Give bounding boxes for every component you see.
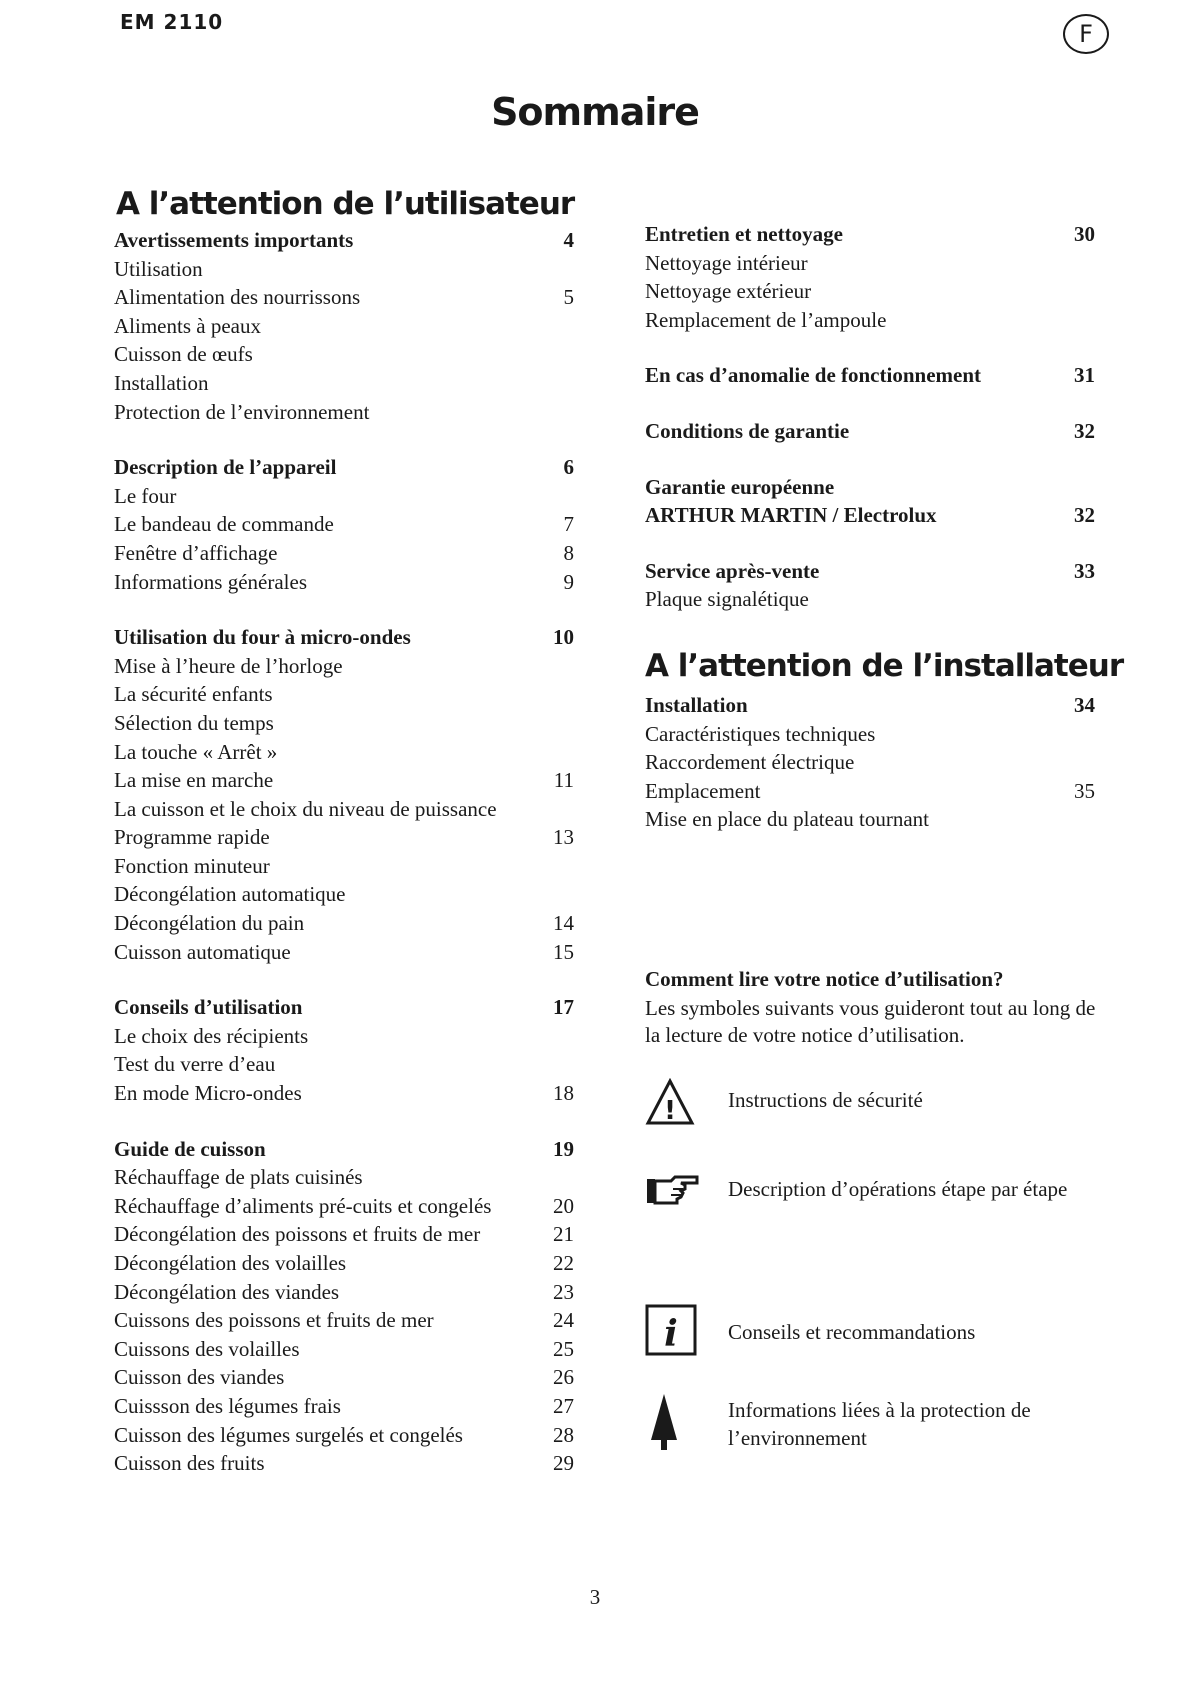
toc-entry-label: Garantie européenne [645,474,835,499]
toc-entry-page: 33 [1074,558,1095,583]
toc-heading[interactable] [114,1135,594,1164]
symbol-steps-text: Description d’opérations étape par étape [728,1177,1068,1201]
toc-entry-label: Cuissons des volailles [114,1336,300,1361]
toc-entry-page: 32 [1074,503,1095,528]
symbol-advice-text: Conseils et recommandations [728,1320,976,1344]
toc-entry[interactable] [114,1192,594,1221]
toc-entry[interactable] [114,398,594,427]
toc-entry[interactable] [114,766,594,795]
toc-entry[interactable] [114,1392,594,1421]
toc-heading[interactable] [645,473,1115,502]
toc-entry-label: Cuissson des légumes frais [114,1393,341,1418]
page-title: Sommaire [491,90,699,134]
toc-entry[interactable] [645,277,1115,306]
toc-heading[interactable] [114,993,594,1022]
toc-entry-label: Mise à l’heure de l’horloge [114,653,343,678]
reading-question: Comment lire votre notice d’utilisation? [645,967,1004,991]
toc-entry-page: 25 [553,1336,574,1361]
toc-entry-label: Informations générales [114,569,308,594]
toc-entry-label: Décongélation des poissons et fruits de mer [114,1222,481,1247]
toc-entry[interactable] [114,369,594,398]
toc-entry-label: Décongélation des volailles [114,1251,347,1275]
toc-entry-label: Cuisson de œufs [114,342,253,367]
toc-entry-label: Test du verre d’eau [114,1052,276,1077]
toc-spacer [645,334,1115,361]
toc-entry-label: Plaque signalétique [645,587,809,612]
toc-entry-label: Protection de l’environnement [114,399,370,424]
tree-icon [649,1392,679,1459]
toc-entry[interactable] [114,680,594,709]
toc-entry[interactable] [114,1363,594,1392]
toc-entry-label: Description de l’appareil [114,455,337,480]
toc-entry-label: La touche « Arrêt » [114,739,278,764]
toc-entry[interactable] [114,1306,594,1335]
toc-entry[interactable] [114,1449,594,1478]
toc-entry-label: Entretien et nettoyage [645,222,843,246]
toc-spacer [645,446,1115,473]
page-number: 3 [589,1585,601,1609]
toc-entry-label: ARTHUR MARTIN / Electrolux [645,503,937,528]
toc-entry[interactable] [114,283,594,312]
toc-entry[interactable] [114,1335,594,1364]
toc-entry-label: Fonction minuteur [114,853,270,878]
toc-entry-page: 31 [1074,363,1095,388]
toc-entry[interactable] [645,805,1115,834]
toc-entry[interactable] [114,909,594,938]
toc-entry-page: 35 [1074,778,1095,803]
toc-entry-label: La sécurité enfants [114,682,273,707]
toc-spacer [114,966,594,993]
toc-entry-page: 18 [553,1081,574,1106]
toc-entry-label: Sélection du temps [114,710,274,735]
toc-spacer [645,390,1115,417]
toc-entry-label: La cuisson et le choix du niveau de puissance [114,796,497,821]
toc-entry-page: 9 [563,569,574,594]
toc-entry-label: Le bandeau de commande [114,512,334,537]
toc-entry-page: 30 [1074,222,1095,246]
toc-entry-label: Cuissons des poissons et fruits de mer [114,1308,434,1333]
toc-spacer [114,426,594,453]
toc-entry-page: 24 [553,1308,574,1333]
toc-entry-label: Mise en place du plateau tournant [645,807,929,832]
toc-entry[interactable] [114,709,594,738]
toc-entry[interactable] [114,1278,594,1307]
toc-left-column [114,226,594,1478]
toc-entry-label: Remplacement de l’ampoule [645,307,887,332]
pointing-hand-icon [645,1173,701,1214]
toc-entry[interactable] [114,1079,594,1108]
toc-spacer [114,596,594,623]
toc-right-install-column [645,691,1115,834]
toc-entry-page: 20 [553,1193,574,1218]
toc-entry-page: 22 [553,1251,574,1275]
toc-entry-label: Cuisson des fruits [114,1451,265,1476]
toc-heading[interactable] [645,557,1115,586]
toc-entry-page: 5 [563,285,574,310]
warning-triangle-icon [645,1078,695,1133]
toc-entry-label: Utilisation [114,256,203,281]
toc-entry-label: Emplacement [645,778,761,803]
toc-entry-label: Décongélation du pain [114,911,305,936]
toc-heading[interactable] [645,501,1115,530]
toc-entry[interactable] [114,482,594,511]
info-icon [645,1304,697,1363]
toc-entry-label: Caractéristiques techniques [645,721,876,746]
toc-heading[interactable] [645,220,1115,249]
toc-entry[interactable] [114,880,594,909]
model-label: EM 2110 [120,10,224,34]
toc-entry-label: Le four [114,483,177,508]
toc-entry-page: 27 [553,1393,574,1418]
toc-entry[interactable] [114,823,594,852]
toc-entry-label: Utilisation du four à micro-ondes [114,625,411,650]
toc-entry-page: 6 [563,455,574,480]
toc-entry-page: 29 [553,1451,574,1476]
toc-entry-label: La mise en marche [114,768,274,793]
toc-entry-label: Réchauffage d’aliments pré-cuits et congelés [114,1193,492,1218]
toc-entry-page: 32 [1074,418,1095,443]
svg-text:!: ! [664,1096,676,1126]
toc-entry-label: Guide de cuisson [114,1136,266,1161]
toc-entry[interactable] [114,510,594,539]
toc-entry-page: 34 [1074,693,1095,717]
toc-entry-label: Conditions de garantie [645,418,850,443]
language-badge: F [1063,14,1109,54]
toc-entry-label: Service après-vente [645,558,820,583]
toc-heading[interactable] [114,226,594,255]
toc-entry-page: 8 [563,540,574,565]
toc-entry[interactable] [645,720,1115,749]
toc-entry-page: 26 [553,1365,574,1390]
toc-entry-label: Raccordement électrique [645,750,855,775]
toc-entry[interactable] [645,777,1115,806]
reading-guide [645,966,1115,1049]
symbol-safety-text: Instructions de sécurité [728,1088,923,1112]
toc-entry-page: 13 [553,825,574,850]
toc-entry-page: 15 [553,939,574,964]
toc-entry[interactable] [114,1421,594,1450]
toc-entry[interactable] [114,568,594,597]
toc-heading[interactable] [114,623,594,652]
toc-entry[interactable] [645,306,1115,335]
toc-heading[interactable] [645,691,1115,720]
svg-text:i: i [664,1313,678,1355]
toc-entry[interactable] [114,852,594,881]
toc-entry-label: Fenêtre d’affichage [114,540,278,565]
toc-entry-label: Installation [114,370,209,395]
toc-entry-page: 7 [563,512,574,537]
toc-entry[interactable] [114,1163,594,1192]
toc-entry-page: 14 [553,911,574,936]
toc-entry-page: 21 [553,1222,574,1247]
toc-spacer [645,530,1115,557]
toc-entry[interactable] [114,312,594,341]
toc-entry[interactable] [114,1249,594,1278]
toc-entry-page: 23 [553,1279,574,1304]
toc-heading[interactable] [645,417,1115,446]
toc-entry-label: Décongélation des viandes [114,1279,340,1304]
toc-entry-page: 28 [553,1422,574,1447]
toc-entry-label: En cas d’anomalie de fonctionnement [645,363,981,388]
toc-entry-label: Cuisson automatique [114,939,291,964]
toc-entry-page: 10 [553,625,574,650]
toc-entry-page: 11 [553,768,574,793]
toc-entry-label: Programme rapide [114,825,270,850]
toc-entry[interactable] [114,539,594,568]
toc-entry[interactable] [645,748,1115,777]
toc-entry[interactable] [114,1022,594,1051]
toc-entry[interactable] [114,340,594,369]
toc-entry-label: Conseils d’utilisation [114,995,303,1020]
toc-entry[interactable] [114,652,594,681]
toc-entry-label: Cuisson des légumes surgelés et congelés [114,1422,463,1447]
toc-entry-label: Le choix des récipients [114,1023,309,1048]
toc-entry-label: Alimentation des nourrissons [114,285,361,310]
toc-entry[interactable] [114,1050,594,1079]
toc-entry-label: En mode Micro-ondes [114,1081,302,1106]
toc-entry-label: Installation [645,693,748,717]
toc-entry-page: 19 [553,1136,574,1161]
installer-section-heading: A l’attention de l’installateur [645,648,1124,684]
reading-text: Les symboles suivants vous guideront tout au long de la lecture de votre notice d’utilisation. [645,996,1096,1047]
toc-entry-label: Nettoyage extérieur [645,279,812,304]
toc-entry[interactable] [645,585,1115,614]
toc-entry-label: Nettoyage intérieur [645,250,808,275]
user-section-heading: A l’attention de l’utilisateur [116,186,575,222]
toc-entry[interactable] [114,938,594,967]
toc-heading[interactable] [114,453,594,482]
toc-entry[interactable] [114,1220,594,1249]
toc-spacer [114,1108,594,1135]
toc-entry[interactable] [114,738,594,767]
toc-entry[interactable] [114,255,594,284]
toc-entry[interactable] [645,249,1115,278]
toc-entry-label: Réchauffage de plats cuisinés [114,1165,363,1190]
toc-entry-label: Décongélation automatique [114,882,346,907]
symbol-environment-text: Informations liées à la protection de l’environnement [728,1398,1031,1450]
toc-entry-label: Avertissements importants [114,228,354,252]
toc-right-top-column [645,220,1115,614]
toc-heading[interactable] [645,361,1115,390]
toc-entry[interactable] [114,795,594,824]
toc-entry-page: 4 [563,228,574,252]
toc-entry-label: Aliments à peaux [114,313,261,338]
toc-entry-page: 17 [553,995,574,1020]
toc-entry-label: Cuisson des viandes [114,1365,285,1390]
